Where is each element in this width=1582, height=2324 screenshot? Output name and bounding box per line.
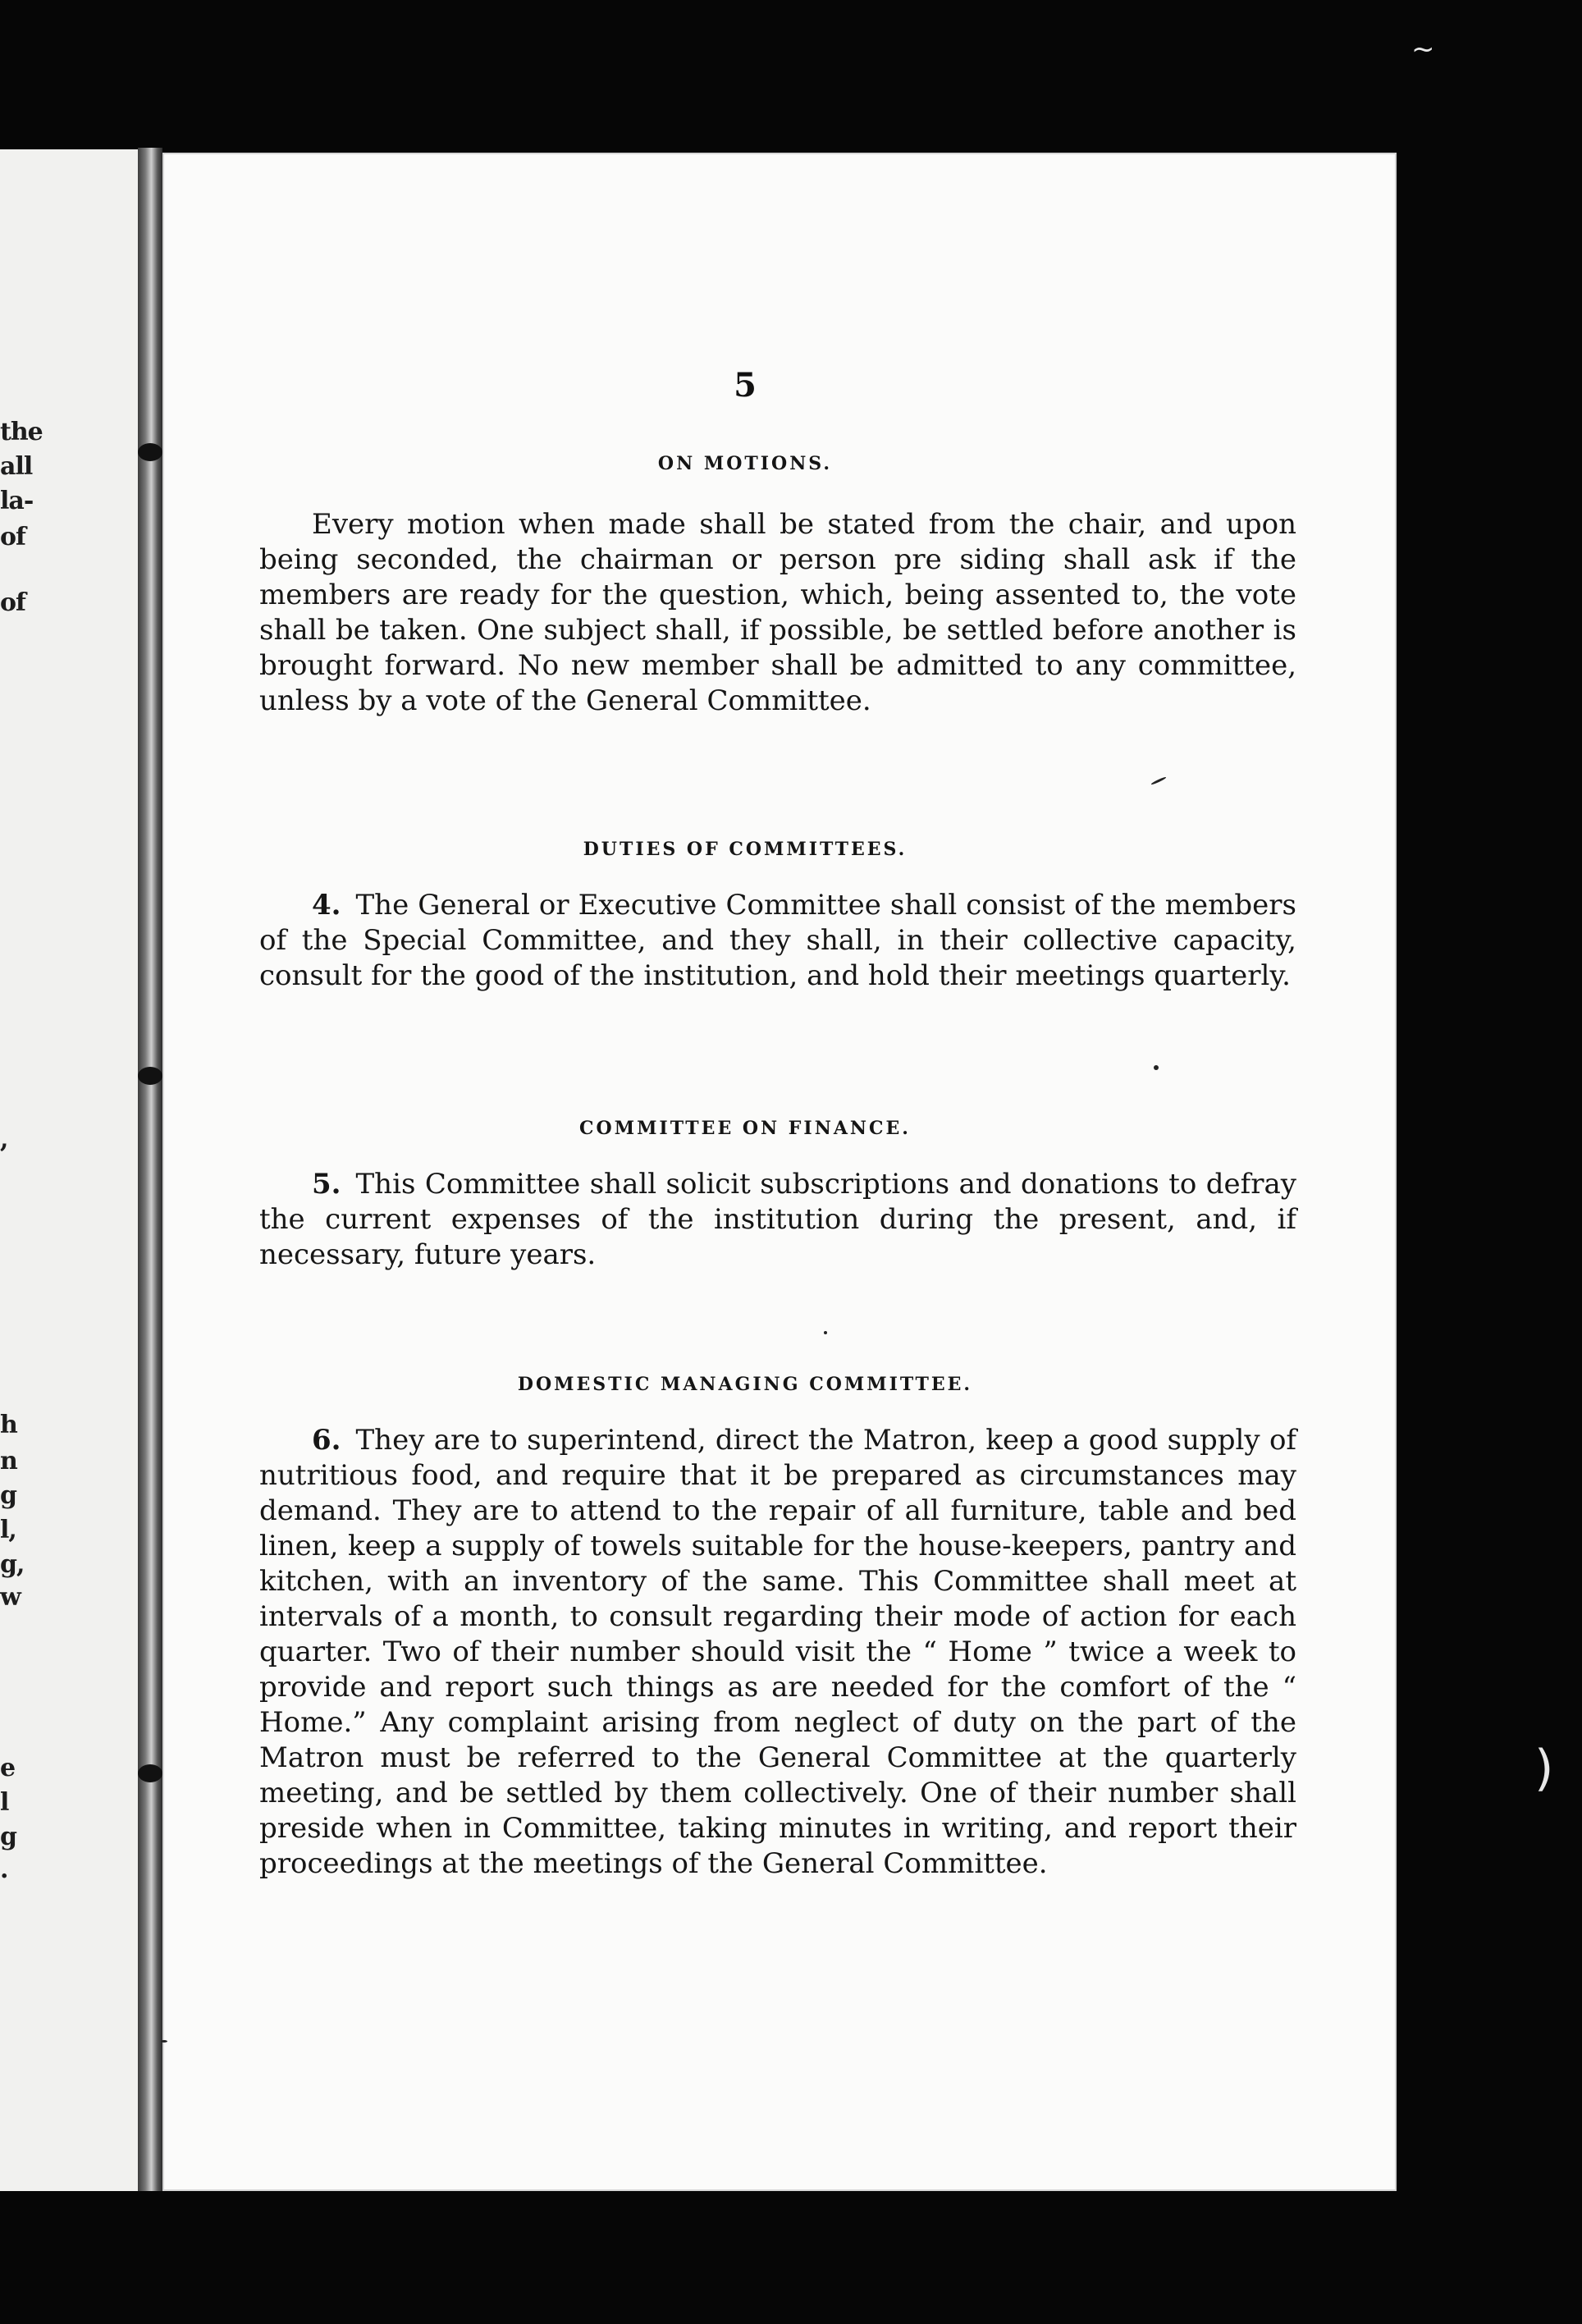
paragraph-number: 5. — [312, 1168, 341, 1201]
left-page-text-fragment: h — [0, 1411, 17, 1439]
page-number: 5 — [734, 366, 757, 405]
paragraph-text: Every motion when made shall be stated from the chair, and upon being seconded, the chairman or person pre siding shall ask if the members are ready for the question, which, being assented to, the vote shall be taken. One subject shall, if possible, be settled before another is brought forward. No new member shall be admitted to any committee, unless by a vote of the General Committee. — [259, 508, 1296, 717]
section-heading-committee-on-finance: COMMITTEE ON FINANCE. — [579, 1118, 911, 1139]
left-facing-page — [0, 149, 138, 2191]
left-page-text-fragment: n — [0, 1447, 17, 1475]
scan-speck — [1154, 1065, 1159, 1070]
section-heading-on-motions: ON MOTIONS. — [657, 453, 833, 474]
section-paragraph-domestic-managing-committee — [259, 1423, 1296, 1882]
book-gutter — [138, 148, 162, 2191]
section-paragraph-committee-on-finance — [259, 1167, 1296, 1273]
left-page-text-fragment: l, — [0, 1516, 16, 1544]
scan-speck — [1150, 776, 1166, 785]
margin-mark: ) — [1534, 1740, 1554, 1797]
paragraph-text: They are to superintend, direct the Matron, keep a good supply of nutritious food, and require that it be prepared as circumstances may demand. They are to attend to the repair of all furniture, table and bed linen, keep a supply of towels suitable for the house-keepers, pantry and kitchen, with an inventory of the same. This Committee shall meet at intervals of a month, to consult regarding their mode of action for each quarter. Two of their number should visit the “ Home ” twice a week to provide and report such things as are needed for the comfort of the “ Home.” Any complaint arising from neglect of duty on the part of the Matron must be referred to the General Committee at the quarterly meeting, and be settled by them collectively. One of their number shall preside when in Committee, taking minutes in writing, and report their proceedings at the meetings of the General Committee. — [259, 1424, 1296, 1880]
left-page-text-fragment: the — [0, 418, 43, 446]
left-page-text-fragment: . — [0, 1855, 8, 1884]
paragraph-number: 6. — [312, 1424, 341, 1457]
scan-speck — [824, 1331, 827, 1334]
left-page-text-fragment: , — [0, 1125, 8, 1154]
left-page-text-fragment: of — [0, 523, 25, 551]
scan-speck — [161, 2040, 167, 2043]
gutter-blot — [138, 443, 162, 461]
left-page-text-fragment: all — [0, 452, 33, 481]
gutter-blot — [138, 1067, 162, 1085]
gutter-blot — [138, 1764, 162, 1782]
paragraph-text: This Committee shall solicit subscriptions and donations to defray the current expenses of the institution during the present, and, if necessary, future years. — [259, 1168, 1296, 1271]
section-heading-duties-of-committees: DUTIES OF COMMITTEES. — [583, 839, 908, 860]
document-page — [162, 153, 1397, 2191]
left-page-text-fragment: g — [0, 1823, 16, 1851]
left-page-text-fragment: e — [0, 1754, 16, 1782]
left-page-text-fragment: w — [0, 1583, 21, 1612]
left-page-text-fragment: la- — [0, 487, 34, 515]
paragraph-number: 4. — [312, 889, 341, 922]
section-paragraph-duties-of-committees — [259, 888, 1296, 994]
section-paragraph-on-motions — [259, 507, 1296, 719]
margin-mark: ~ — [1411, 33, 1435, 66]
left-page-text-fragment: of — [0, 588, 25, 617]
left-page-text-fragment: g — [0, 1481, 16, 1510]
section-heading-domestic-managing-committee: DOMESTIC MANAGING COMMITTEE. — [517, 1374, 973, 1395]
left-page-text-fragment: l — [0, 1788, 9, 1817]
left-page-text-fragment: g, — [0, 1550, 25, 1579]
paragraph-text: The General or Executive Committee shall consist of the members of the Special Committee, and they shall, in their collective capacity, consult for the good of the institution, and hold their meetings quarterly. — [259, 889, 1296, 992]
